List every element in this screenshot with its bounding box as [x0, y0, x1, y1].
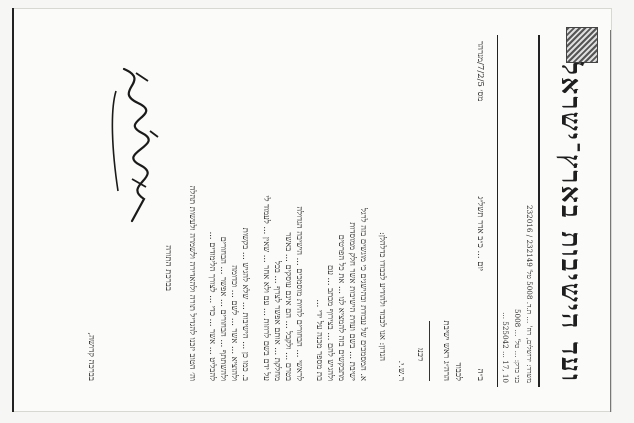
reference-number: מס׳ 7/2/5/מנרהר — [475, 41, 485, 102]
letterhead-address-line: ... 525042 ... 17, 10 — [501, 312, 510, 383]
signoff: בברכה קדושה, — [86, 332, 96, 381]
bh-mark: ב״ה — [475, 368, 485, 381]
paragraph-c-line: להבליט ... אשר ... כדי ... לצורך הלימודים ... — [208, 231, 218, 381]
paragraph-a-line: בת מספר מכנה על ידי ... — [315, 299, 325, 381]
recipient-line: ר.ש.י. — [396, 360, 406, 381]
paragraph-a-line: ולהגיש להם ... בצירוף מכתב ... עם — [326, 265, 336, 381]
page-left-edge — [12, 8, 14, 412]
letterhead-rule-bottom — [497, 35, 498, 387]
closing-salutation: בברכת התורה — [163, 245, 173, 291]
rotated-letter-content — [32, 21, 602, 401]
paragraph-b-line: על ידם בשם לרוזות ... עם ולא אחר ... שאין ... לעמוד לי — [262, 195, 272, 381]
letterhead-address-line: משרד: ירושלים, רח' ... ת.ד. 5008 טל' 232149 / 232016 — [525, 205, 534, 383]
paragraph-b-line: בטרם ... ולקבל ... הם אינם עוסקים ... באשר — [284, 232, 294, 381]
recipient-underline — [429, 321, 430, 381]
paragraph-c-line: ולהוציא ... אשר ... לשם ... וכדומה — [230, 265, 240, 381]
paragraph-a-line: א. המסמכים של עבודת ובהישגים כי מוגשים בזה לרגל — [359, 207, 369, 381]
body-opening: הנדון: אנו לכבוד ולהודיע לכבודו כדלהלן: — [378, 232, 388, 361]
letterhead-address-line: בני ברק: ... טל' ... 5008 — [513, 308, 522, 383]
paragraph-b-line: מחלקת ... אותם אפשר לצרף ... בכל — [273, 260, 283, 381]
paragraph-c-line: ולהשתתף ... הבחורים ... אפשר ... הבחורים — [219, 236, 229, 381]
handwritten-signature — [102, 61, 162, 231]
paragraph-b-line: לראשי ... הבחורים להיות מוסמכים ... הישיבה הגדולה — [295, 206, 305, 381]
paragraph-a-line: מתבקשים בזה להמציא לנו ... את כל הפרטים — [337, 234, 347, 381]
page-right-edge — [610, 30, 611, 412]
recipient-line: הרה״ג ראש ישיבת — [441, 320, 451, 381]
paragraph-a-line: ישיבת ... בשם ועדת הישיבות אשר חלק ממוסדות — [348, 222, 358, 381]
hebrew-date: יום ... כ״ב אדר תשל״ג — [475, 196, 485, 271]
recipient-line: לכבוד — [453, 362, 463, 381]
letterhead-title: ועד הישיבות בארץ־ישראל — [555, 62, 586, 383]
corner-stamp-image — [566, 27, 598, 63]
paragraph-c-line: ב. כמו כן ... הישיבות ... שלא להגיש ... בקשות — [241, 227, 251, 381]
closing-wish: וה׳ הטוב יזכנו להגדיל תורה ולהאדירה ולשמרה ולעשות תהלה — [188, 185, 198, 381]
letterhead-rule-top — [538, 35, 540, 387]
recipient-handwritten: רבנו — [415, 347, 425, 361]
